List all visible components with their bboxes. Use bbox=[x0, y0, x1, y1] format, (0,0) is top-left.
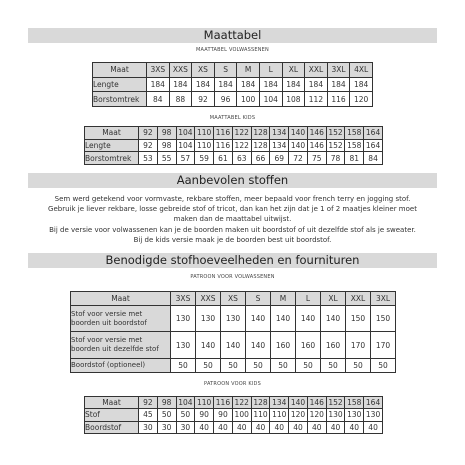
header-cell: Maat bbox=[85, 127, 139, 140]
table-cell: 140 bbox=[296, 305, 321, 332]
recommendation-line: Gebruik je liever rekbare, losse gebreide stof of tricot, dan kan het zijn dat je 1 of 2 maatjes kleiner moet bbox=[48, 205, 417, 214]
header-row bbox=[71, 292, 396, 306]
table-cell: 100 bbox=[237, 92, 260, 107]
subtitle-kids-sizes: MAATTABEL KIDS bbox=[209, 115, 256, 121]
header-cell: XS bbox=[221, 292, 246, 306]
table-cell: 50 bbox=[157, 409, 176, 421]
row-label: Borstomtrek bbox=[85, 152, 139, 165]
header-cell: 128 bbox=[251, 397, 270, 409]
header-cell: 140 bbox=[289, 127, 308, 140]
table-cell: 116 bbox=[327, 92, 350, 107]
table-cell: 184 bbox=[237, 77, 260, 92]
table-cell: 120 bbox=[289, 409, 308, 421]
table-cell: 108 bbox=[282, 92, 305, 107]
table-cell: 50 bbox=[246, 359, 271, 373]
row-label: Stof voor versie met boorden uit dezelfde stof bbox=[71, 332, 171, 359]
table-cell: 130 bbox=[221, 305, 246, 332]
adult-fabric-table bbox=[70, 291, 396, 373]
table-cell: 110 bbox=[251, 409, 270, 421]
table-row bbox=[93, 92, 373, 107]
header-cell: 104 bbox=[176, 127, 195, 140]
header-cell: XXL bbox=[346, 292, 371, 306]
table-cell: 110 bbox=[270, 409, 289, 421]
table-cell: 66 bbox=[251, 152, 270, 165]
header-cell: M bbox=[237, 63, 260, 78]
header-cell: 128 bbox=[251, 127, 270, 140]
table-cell: 184 bbox=[327, 77, 350, 92]
table-cell: 160 bbox=[321, 332, 346, 359]
table-cell: 100 bbox=[232, 409, 251, 421]
header-cell: 146 bbox=[307, 127, 326, 140]
table-cell: 50 bbox=[176, 409, 195, 421]
table-cell: 40 bbox=[270, 421, 289, 433]
table-cell: 184 bbox=[214, 77, 237, 92]
header-cell: L bbox=[296, 292, 321, 306]
header-cell: 92 bbox=[139, 127, 158, 140]
table-cell: 170 bbox=[346, 332, 371, 359]
header-cell: 122 bbox=[232, 127, 251, 140]
adult-size-table bbox=[92, 62, 373, 107]
table-cell: 59 bbox=[195, 152, 214, 165]
table-cell: 88 bbox=[169, 92, 192, 107]
header-cell: 92 bbox=[139, 397, 158, 409]
header-cell: 3XL bbox=[327, 63, 350, 78]
header-cell: 4XL bbox=[350, 63, 373, 78]
table-row bbox=[93, 77, 373, 92]
row-label: Stof voor versie met boorden uit boordstof bbox=[71, 305, 171, 332]
header-cell: 164 bbox=[364, 127, 383, 140]
table-row bbox=[85, 421, 383, 433]
table-cell: 164 bbox=[364, 139, 383, 152]
table-cell: 184 bbox=[350, 77, 373, 92]
header-cell: 122 bbox=[232, 397, 251, 409]
header-cell: 104 bbox=[176, 397, 195, 409]
table-row bbox=[85, 139, 383, 152]
header-cell: 140 bbox=[289, 397, 308, 409]
section-title-aanbevolen-stoffen: Aanbevolen stoffen bbox=[28, 173, 437, 188]
table-cell: 140 bbox=[246, 305, 271, 332]
table-cell: 40 bbox=[364, 421, 383, 433]
header-cell: 134 bbox=[270, 127, 289, 140]
table-cell: 50 bbox=[371, 359, 396, 373]
table-row bbox=[71, 332, 396, 359]
table-cell: 140 bbox=[246, 332, 271, 359]
table-cell: 40 bbox=[345, 421, 364, 433]
header-cell: XL bbox=[282, 63, 305, 78]
table-cell: 152 bbox=[326, 139, 345, 152]
table-cell: 75 bbox=[307, 152, 326, 165]
header-cell: Maat bbox=[85, 397, 139, 409]
table-cell: 40 bbox=[232, 421, 251, 433]
table-cell: 98 bbox=[157, 139, 176, 152]
table-cell: 40 bbox=[214, 421, 233, 433]
recommendation-line: Bij de kids versie maak je de boorden best uit boordstof. bbox=[133, 235, 332, 244]
recommendation-line: maken dan de maattabel uitwijst. bbox=[173, 215, 292, 224]
table-cell: 55 bbox=[157, 152, 176, 165]
header-cell: 158 bbox=[345, 127, 364, 140]
table-cell: 30 bbox=[176, 421, 195, 433]
header-row bbox=[85, 127, 383, 140]
header-cell: 146 bbox=[307, 397, 326, 409]
table-cell: 160 bbox=[271, 332, 296, 359]
header-cell: 110 bbox=[195, 397, 214, 409]
table-cell: 140 bbox=[271, 305, 296, 332]
table-cell: 130 bbox=[326, 409, 345, 421]
table-row bbox=[85, 152, 383, 165]
table-row bbox=[85, 409, 383, 421]
table-cell: 50 bbox=[321, 359, 346, 373]
header-cell: 116 bbox=[214, 397, 233, 409]
table-cell: 53 bbox=[139, 152, 158, 165]
table-cell: 61 bbox=[214, 152, 233, 165]
header-cell: L bbox=[259, 63, 282, 78]
header-cell: XXS bbox=[169, 63, 192, 78]
header-row bbox=[93, 63, 373, 78]
kids-fabric-table bbox=[84, 396, 383, 434]
header-cell: XXL bbox=[305, 63, 328, 78]
table-cell: 78 bbox=[326, 152, 345, 165]
header-cell: 3XL bbox=[371, 292, 396, 306]
table-cell: 40 bbox=[289, 421, 308, 433]
table-cell: 130 bbox=[364, 409, 383, 421]
row-label: Boordstof bbox=[85, 421, 139, 433]
table-cell: 92 bbox=[139, 139, 158, 152]
table-cell: 130 bbox=[171, 305, 196, 332]
table-cell: 150 bbox=[371, 305, 396, 332]
table-cell: 104 bbox=[176, 139, 195, 152]
table-cell: 90 bbox=[195, 409, 214, 421]
table-cell: 57 bbox=[176, 152, 195, 165]
table-cell: 50 bbox=[296, 359, 321, 373]
table-cell: 63 bbox=[232, 152, 251, 165]
table-cell: 30 bbox=[139, 421, 158, 433]
table-cell: 116 bbox=[214, 139, 233, 152]
table-cell: 45 bbox=[139, 409, 158, 421]
table-cell: 40 bbox=[307, 421, 326, 433]
table-cell: 184 bbox=[192, 77, 215, 92]
header-cell: 158 bbox=[345, 397, 364, 409]
table-cell: 40 bbox=[195, 421, 214, 433]
header-cell: 3XS bbox=[171, 292, 196, 306]
table-row bbox=[71, 305, 396, 332]
table-cell: 128 bbox=[251, 139, 270, 152]
table-row bbox=[71, 359, 396, 373]
table-cell: 81 bbox=[345, 152, 364, 165]
table-cell: 184 bbox=[259, 77, 282, 92]
header-cell: Maat bbox=[93, 63, 147, 78]
table-cell: 130 bbox=[345, 409, 364, 421]
header-cell: 110 bbox=[195, 127, 214, 140]
table-cell: 50 bbox=[171, 359, 196, 373]
table-cell: 120 bbox=[350, 92, 373, 107]
table-cell: 40 bbox=[251, 421, 270, 433]
table-cell: 120 bbox=[307, 409, 326, 421]
table-cell: 50 bbox=[221, 359, 246, 373]
table-cell: 50 bbox=[196, 359, 221, 373]
header-cell: 98 bbox=[157, 397, 176, 409]
table-cell: 140 bbox=[289, 139, 308, 152]
header-row bbox=[85, 397, 383, 409]
subtitle-kids-pattern: PATROON VOOR KIDS bbox=[204, 381, 261, 387]
row-label: Lengte bbox=[93, 77, 147, 92]
header-cell: M bbox=[271, 292, 296, 306]
table-cell: 69 bbox=[270, 152, 289, 165]
table-cell: 130 bbox=[171, 332, 196, 359]
kids-size-table bbox=[84, 126, 383, 165]
header-cell: XL bbox=[321, 292, 346, 306]
table-cell: 50 bbox=[346, 359, 371, 373]
header-cell: S bbox=[214, 63, 237, 78]
header-cell: 116 bbox=[214, 127, 233, 140]
table-cell: 92 bbox=[192, 92, 215, 107]
table-cell: 30 bbox=[157, 421, 176, 433]
table-cell: 184 bbox=[282, 77, 305, 92]
header-cell: 164 bbox=[364, 397, 383, 409]
header-cell: 152 bbox=[326, 127, 345, 140]
table-cell: 104 bbox=[259, 92, 282, 107]
table-cell: 140 bbox=[196, 332, 221, 359]
table-cell: 170 bbox=[371, 332, 396, 359]
table-cell: 160 bbox=[296, 332, 321, 359]
table-cell: 50 bbox=[271, 359, 296, 373]
header-cell: 3XS bbox=[147, 63, 170, 78]
table-cell: 84 bbox=[147, 92, 170, 107]
recommendation-line: Bij de versie voor volwassenen kan je de boorden maken uit boordstof of uit dezelfde stof als je sweater. bbox=[49, 225, 416, 234]
subtitle-adult-sizes: MAATTABEL VOLWASSENEN bbox=[196, 47, 269, 53]
row-label: Boordstof (optioneel) bbox=[71, 359, 171, 373]
header-cell: 152 bbox=[326, 397, 345, 409]
table-cell: 96 bbox=[214, 92, 237, 107]
table-cell: 134 bbox=[270, 139, 289, 152]
table-cell: 40 bbox=[326, 421, 345, 433]
fabric-recommendation-text bbox=[20, 194, 445, 245]
table-cell: 150 bbox=[346, 305, 371, 332]
table-cell: 184 bbox=[305, 77, 328, 92]
table-cell: 184 bbox=[147, 77, 170, 92]
header-cell: XS bbox=[192, 63, 215, 78]
header-cell: 134 bbox=[270, 397, 289, 409]
section-title-stofhoeveelheden: Benodigde stofhoeveelheden en fournituren bbox=[28, 253, 437, 268]
row-label: Borstomtrek bbox=[93, 92, 147, 107]
table-cell: 72 bbox=[289, 152, 308, 165]
table-cell: 84 bbox=[364, 152, 383, 165]
header-cell: Maat bbox=[71, 292, 171, 306]
table-cell: 140 bbox=[321, 305, 346, 332]
table-cell: 184 bbox=[169, 77, 192, 92]
table-cell: 130 bbox=[196, 305, 221, 332]
table-cell: 140 bbox=[221, 332, 246, 359]
subtitle-adult-pattern: PATROON VOOR VOLWASSENEN bbox=[190, 274, 275, 280]
header-cell: XXS bbox=[196, 292, 221, 306]
table-cell: 110 bbox=[195, 139, 214, 152]
table-cell: 112 bbox=[305, 92, 328, 107]
section-title-maattabel: Maattabel bbox=[28, 28, 437, 43]
header-cell: S bbox=[246, 292, 271, 306]
table-cell: 122 bbox=[232, 139, 251, 152]
table-cell: 146 bbox=[307, 139, 326, 152]
recommendation-line: Sem werd getekend voor vormvaste, rekbare stoffen, meer bepaald voor french terry en jogging stof. bbox=[54, 195, 411, 203]
header-cell: 98 bbox=[157, 127, 176, 140]
row-label: Stof bbox=[85, 409, 139, 421]
table-cell: 90 bbox=[214, 409, 233, 421]
table-cell: 158 bbox=[345, 139, 364, 152]
row-label: Lengte bbox=[85, 139, 139, 152]
